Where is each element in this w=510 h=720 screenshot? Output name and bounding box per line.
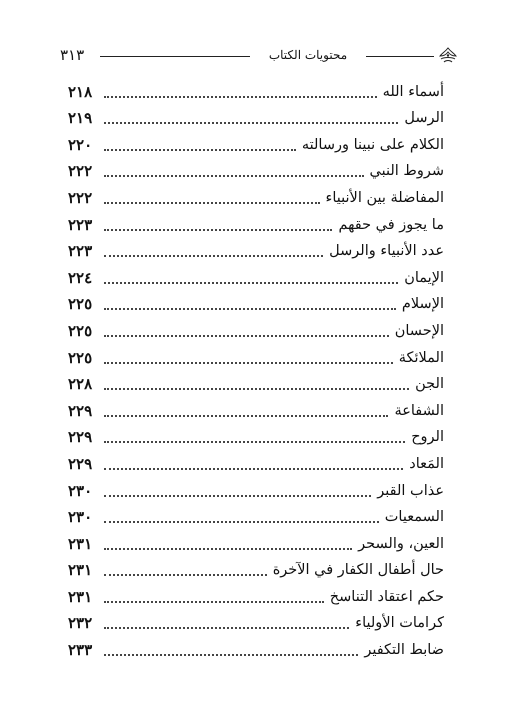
toc-entry-title: الإحسان [394, 322, 444, 339]
toc-entry [68, 236, 444, 263]
toc-entry-page-number: ٢٢٣ [68, 215, 93, 234]
toc-entry [68, 315, 444, 342]
toc-dot-leader [104, 149, 296, 151]
toc-entry [68, 129, 444, 156]
toc-entry-page-number: ٢٢٨ [68, 375, 93, 394]
toc-entry-page-number: ٢٣١ [68, 561, 93, 580]
toc-entry-title: المفاضلة بين الأنبياء [325, 189, 444, 206]
toc-entry [68, 369, 444, 396]
toc-entry-title: الروح [411, 429, 444, 446]
toc-entry-page-number: ٢٢٥ [68, 348, 93, 367]
toc-entry-page-number: ٢٣٠ [68, 508, 93, 527]
toc-dot-leader [104, 388, 409, 390]
header-rule-left [100, 56, 250, 57]
toc-entry-title: الشفاعة [394, 402, 444, 419]
table-of-contents [68, 76, 444, 661]
toc-entry-page-number: ٢١٨ [68, 82, 93, 101]
header-page-number: ٣١٣ [60, 46, 85, 64]
toc-dot-leader [104, 521, 379, 523]
toc-dot-leader [104, 548, 352, 550]
toc-entry [68, 634, 444, 661]
toc-entry-page-number: ٢٢٩ [68, 428, 93, 447]
toc-entry-page-number: ٢٢٢ [68, 162, 93, 181]
toc-entry-title: عذاب القبر [377, 482, 444, 499]
toc-entry-page-number: ٢٣٢ [68, 614, 93, 633]
toc-dot-leader [104, 255, 323, 257]
toc-entry-page-number: ٢٣٣ [68, 641, 93, 660]
toc-entry-page-number: ٢٢٩ [68, 401, 93, 420]
toc-entry-title: المَعاد [409, 455, 444, 472]
toc-entry-page-number: ٢٣١ [68, 587, 93, 606]
toc-dot-leader [104, 202, 320, 204]
toc-entry-title: حكم اعتقاد التناسخ [329, 588, 444, 605]
toc-dot-leader [104, 574, 267, 576]
toc-entry-title: الإيمان [404, 269, 444, 286]
toc-entry [68, 475, 444, 502]
toc-entry-page-number: ٢٢٠ [68, 135, 93, 154]
toc-dot-leader [104, 441, 405, 443]
toc-entry [68, 342, 444, 369]
toc-entry-title: ضابط التكفير [364, 642, 444, 659]
header-title: محتويات الكتاب [268, 48, 348, 62]
toc-entry [68, 262, 444, 289]
toc-entry [68, 528, 444, 555]
toc-entry-title: عدد الأنبياء والرسل [329, 243, 444, 260]
toc-entry-page-number: ٢٢٩ [68, 454, 93, 473]
toc-entry-page-number: ٢٣٠ [68, 481, 93, 500]
toc-dot-leader [104, 468, 403, 470]
toc-entry-page-number: ٢٣١ [68, 534, 93, 553]
toc-entry [68, 156, 444, 183]
toc-dot-leader [104, 415, 388, 417]
toc-entry [68, 209, 444, 236]
toc-entry-title: الكلام على نبينا ورسالته [301, 136, 444, 153]
toc-entry [68, 76, 444, 103]
toc-dot-leader [104, 601, 324, 603]
toc-entry-title: حال أطفال الكفار في الآخرة [272, 562, 444, 579]
toc-dot-leader [104, 335, 389, 337]
toc-dot-leader [104, 229, 332, 231]
toc-entry [68, 502, 444, 529]
toc-entry [68, 608, 444, 635]
toc-dot-leader [104, 654, 358, 656]
toc-dot-leader [104, 175, 364, 177]
toc-entry-page-number: ٢٢٥ [68, 295, 93, 314]
toc-dot-leader [104, 96, 377, 98]
toc-entry-title: العين، والسحر [358, 535, 444, 552]
toc-dot-leader [104, 362, 393, 364]
floral-ornament-icon [438, 46, 458, 64]
toc-entry [68, 422, 444, 449]
toc-entry-page-number: ٢٢٤ [68, 268, 93, 287]
toc-entry [68, 448, 444, 475]
toc-entry-page-number: ٢٢٥ [68, 321, 93, 340]
toc-entry [68, 581, 444, 608]
toc-entry-page-number: ٢٢٢ [68, 188, 93, 207]
toc-entry-title: شروط النبي [369, 163, 444, 180]
header-rule-right [366, 56, 434, 57]
toc-dot-leader [104, 627, 349, 629]
toc-entry [68, 395, 444, 422]
toc-entry-title: الإسلام [401, 296, 444, 313]
page-header [60, 44, 458, 66]
toc-entry [68, 555, 444, 582]
toc-entry-title: كرامات الأولياء [355, 615, 444, 632]
toc-entry-title: السمعيات [384, 509, 444, 526]
toc-dot-leader [104, 122, 398, 124]
toc-dot-leader [104, 495, 371, 497]
toc-entry-title: الرسل [404, 110, 444, 127]
toc-dot-leader [104, 282, 398, 284]
toc-entry-page-number: ٢٢٣ [68, 242, 93, 261]
toc-entry [68, 182, 444, 209]
toc-entry-title: الملائكة [398, 349, 444, 366]
toc-entry-title: الجن [415, 376, 444, 393]
toc-entry [68, 103, 444, 130]
toc-entry [68, 289, 444, 316]
toc-entry-title: أسماء الله [382, 83, 444, 100]
toc-dot-leader [104, 308, 396, 310]
toc-entry-page-number: ٢١٩ [68, 109, 93, 128]
toc-entry-title: ما يجوز في حقهم [338, 216, 444, 233]
